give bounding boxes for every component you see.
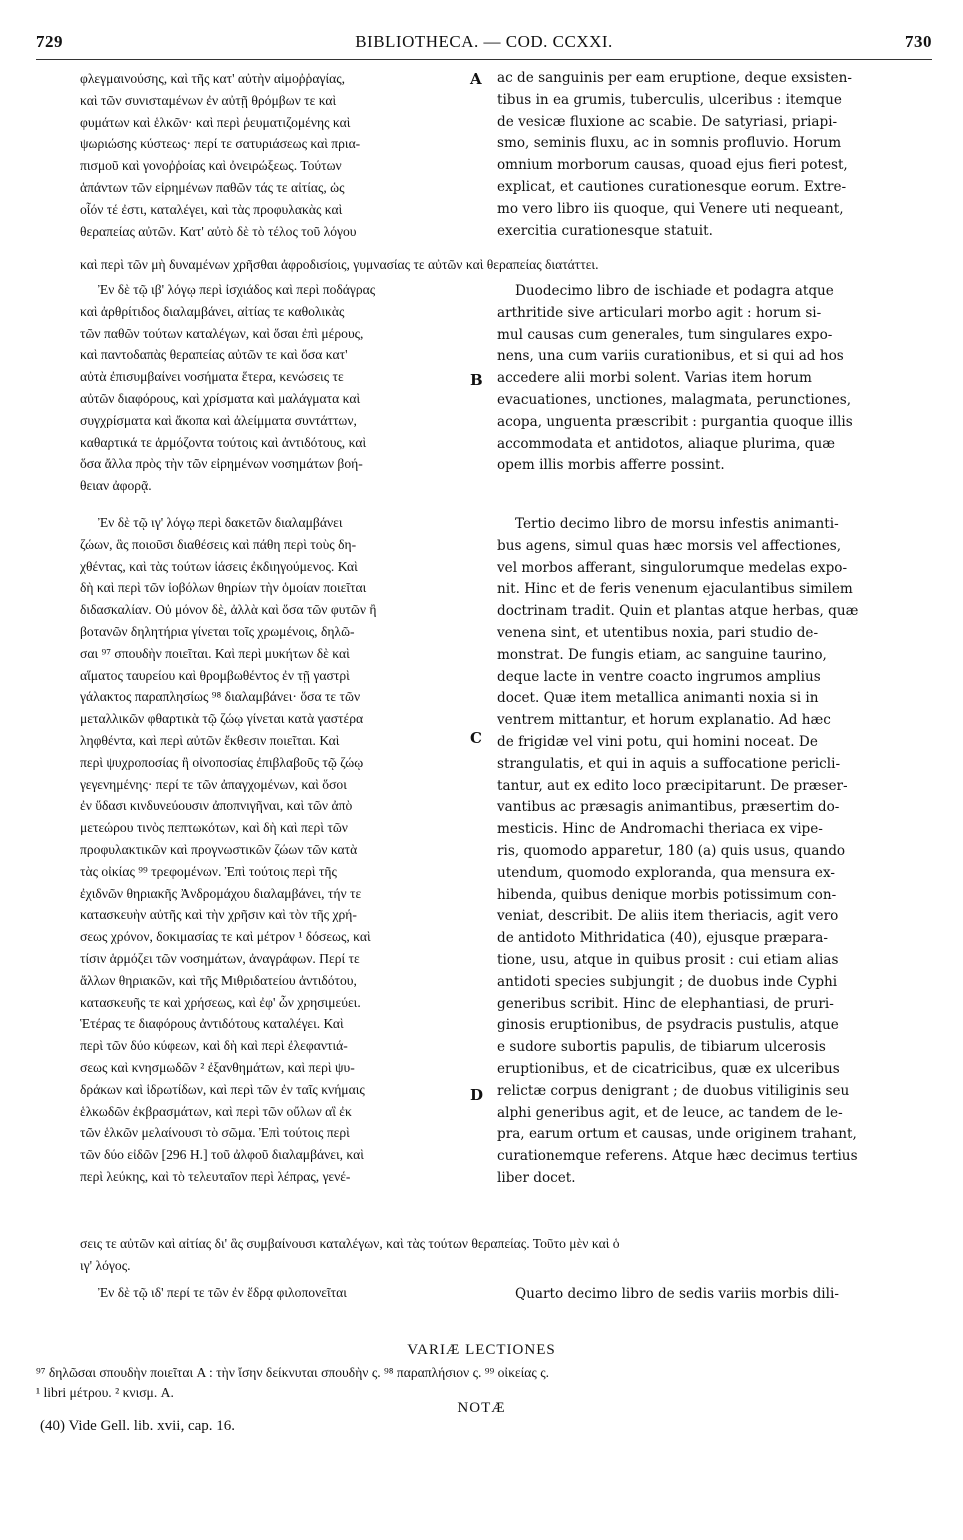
- greek-line: τῶν παθῶν τούτων καταλέγων, καὶ ὅσαι ἐπὶ μέρους,: [80, 325, 364, 341]
- latin-column-section-4: [497, 1284, 839, 1306]
- greek-line: μεταλλικῶν φθαρτικὰ τῷ ζώῳ γίνεται κατὰ γαστέρα: [80, 711, 364, 727]
- latin-line: utendum, quomodo exploranda, qua mensura ex-: [497, 864, 835, 881]
- greek-column-section-3: [80, 512, 377, 1188]
- greek-line: Ἑτέρας τε διαφόρους ἀντιδότους καταλέγει. Καὶ: [80, 1016, 344, 1032]
- greek-line: καὶ περὶ τῶν μὴ δυναμένων χρῆσθαι ἀφροδισίοις, γυμνασίας τε αὐτῶν καὶ θεραπείας διατάττει.: [80, 257, 599, 272]
- greek-line: περὶ ψυχροποσίας ἢ οἰνοποσίας ἐπιβλαβοῦς τῷ ζώῳ: [80, 754, 364, 770]
- variant-line: ⁹⁷ δηλῶσαι σπουδὴν ποιεῖται A : τὴν ἴσην δείκνυται σπουδὴν ς. ⁹⁸ παραπλήσιον ς. ⁹⁹ οἰκείας ς.: [36, 1365, 549, 1380]
- greek-line: καθαρτικά τε ἁρμόζοντα τούτοις καὶ ἀντιδότους, καὶ: [80, 434, 367, 450]
- latin-line: deque lacte in ventre coacto ingrumos amplius: [497, 668, 821, 685]
- latin-line: doctrinam tradit. Quin et plantas atque herbas, quæ: [497, 603, 859, 620]
- greek-line: τῶν δύο εἰδῶν [296 Η.] τοῦ ἀλφοῦ διαλαμβάνει, καὶ: [80, 1147, 364, 1163]
- latin-line: de frigidæ vel vini potu, qui homini noceat. De: [497, 733, 818, 750]
- greek-line: ζώων, ἃς ποιοῦσι διαθέσεις καὶ πάθη περὶ τοὺς δη-: [80, 536, 357, 552]
- latin-line: curationemque referens. Atque hæc decimus tertius: [497, 1148, 858, 1165]
- greek-line: καὶ τῶν συνισταμένων ἐν αὐτῇ θρόμβων τε καὶ: [80, 92, 337, 108]
- greek-line: αὐτὰ ἐπισυμβαίνει νοσήματα ἕτερα, κενώσεις τε: [80, 369, 344, 385]
- latin-line: omnium morborum causas, quoad ejus fieri potest,: [497, 157, 848, 174]
- latin-line: accommodata et antidotos, aliaque plurima, quæ: [497, 435, 836, 452]
- latin-line: nens, una cum variis curationibus, et si qui ad hos: [497, 348, 844, 365]
- latin-line: eruptionibus, et de cicatricibus, quæ ex ulceribus: [497, 1060, 840, 1077]
- greek-line: ὅσα ἄλλα πρὸς τὴν τῶν εἰρημένων νοσημάτων βοή-: [80, 456, 363, 472]
- greek-line: περὶ λεύκης, καὶ τὸ τελευταῖον περὶ λέπρας, γενέ-: [80, 1168, 351, 1184]
- latin-line: monstrat. De fungis etiam, ac sanguine taurino,: [497, 646, 827, 663]
- greek-line: συγχρίσματα καὶ ἄκοπα καὶ ἀλείμματα συντάττων,: [80, 412, 357, 428]
- greek-line: περὶ τῶν δύο κύφεων, καὶ δὴ καὶ περὶ ἐλεφαντιά-: [80, 1038, 348, 1054]
- greek-line: οἷόν τέ ἐστι, καταλέγει, καὶ τὰς προφυλακὰς καὶ: [80, 201, 343, 217]
- greek-line: καὶ παντοδαπὰς θεραπείας αὐτῶν τε καὶ ὅσα κατ': [80, 347, 348, 363]
- latin-line: explicat, et cautiones curationesque eorum. Extre-: [497, 178, 847, 195]
- latin-line: tantur, aut ex edito loco præcipitarunt. De præser-: [497, 777, 848, 794]
- greek-line: ψωριώσης κύστεως· περί τε σατυριάσεως καὶ πρια-: [80, 136, 361, 152]
- latin-line: Quarto decimo libro de sedis variis morbis dili-: [515, 1286, 839, 1302]
- latin-line: ris, quomodo apparetur, 180 (a) quis usus, quando: [497, 842, 846, 859]
- latin-line: de antidoto Mithridatica (40), ejusque præpara-: [497, 930, 828, 947]
- variant-line: ¹ libri μέτρου. ² κνισμ. A.: [36, 1385, 174, 1400]
- latin-line: smo, seminis fluxu, ac in somnis profluvio. Horum: [497, 135, 842, 152]
- latin-line: docet. Quæ item metallica animanti noxia si in: [497, 690, 819, 707]
- greek-line: ἁπάντων τῶν εἰρημένων παθῶν τάς τε αἰτίας, ὡς: [80, 179, 345, 195]
- greek-line: ἑλκωδῶν ἐκβρασμάτων, καὶ περὶ τῶν οὔλων αἳ ἐκ: [80, 1103, 352, 1119]
- greek-line: γεγενημένης· περί τε τῶν ἀπαγχομένων, καὶ ὅσοι: [80, 776, 347, 792]
- greek-line: αὐτῶν διαφόρους, καὶ χρίσματα καὶ μαλάγματα καὶ: [80, 390, 361, 406]
- latin-line: ginosis eruptionibus, de psydracis pustulis, atque: [497, 1017, 839, 1034]
- greek-line: ἐχιδνῶν θηριακῆς Ἀνδρομάχου διαλαμβάνει, τήν τε: [80, 885, 362, 901]
- greek-line: φλεγμαινούσης, καὶ τῆς κατ' αὐτὴν αἱμοῤῥαγίας,: [80, 71, 346, 86]
- greek-line: κατασκευὴν αὐτῆς καὶ τὴν χρῆσιν καὶ τὸν τῆς χρή-: [80, 907, 357, 923]
- margin-letter-b: B: [470, 371, 483, 389]
- latin-line: exercitia curationesque statuit.: [497, 222, 713, 239]
- latin-line: generibus scribit. Hinc de elephantiasi, de pruri-: [497, 995, 834, 1012]
- latin-line: vantibus ac præsagis animantibus, præsertim do-: [497, 799, 840, 816]
- greek-column-section-4: [80, 1282, 347, 1304]
- latin-column-section-1: [497, 68, 852, 242]
- greek-line: τίσιν ἁρμόζει τῶν νοσημάτων, ἀναγράφων. Περί τε: [80, 950, 360, 966]
- margin-letter-a: A: [470, 70, 482, 88]
- greek-line: πισμοῦ καὶ γονοῤῥοίας καὶ ὀνειρώξεως. Τούτων: [80, 158, 342, 174]
- latin-line: mesticis. Hinc de Andromachi theriaca ex vipe-: [497, 821, 823, 838]
- latin-line: mo vero libro iis quoque, qui Venere uti nequeant,: [497, 200, 844, 217]
- right-page-number: 730: [905, 32, 932, 51]
- latin-line: bus agens, simul quas hæc morsis vel affectiones,: [497, 537, 842, 554]
- latin-line: accedere alii morbi solent. Varias item horum: [497, 370, 812, 387]
- latin-line: ac de sanguinis per eam eruptione, deque exsisten-: [497, 70, 852, 86]
- greek-line: σεως καὶ κνησμωδῶν ² ἐξανθημάτων, καὶ περὶ ψυ-: [80, 1059, 355, 1075]
- greek-line: θειαν ἀφορᾷ.: [80, 478, 152, 494]
- greek-line: γάλακτος παραπλησίως ⁹⁸ διαλαμβάνει· ὅσα τε τῶν: [80, 689, 361, 705]
- latin-line: tibus in ea grumis, tuberculis, ulceribus : itemque: [497, 91, 842, 108]
- latin-line: nit. Hinc et de feris venenum ejaculantibus similem: [497, 581, 853, 598]
- latin-line: alphi generibus agit, et de leuce, ac tandem de le-: [497, 1104, 843, 1121]
- latin-line: mul causas cum generales, tum singulares expo-: [497, 326, 833, 343]
- greek-line: θεραπείας αὐτῶν. Κατ' αὐτὸ δὲ τὸ τέλος τοῦ λόγου: [80, 223, 357, 239]
- latin-line: ventrem mittantur, et horum explanatio. Ad hæc: [497, 712, 831, 729]
- greek-line: ἄλλων θηριακῶν, καὶ τῆς Μιθριδατείου ἀντιδότου,: [80, 972, 357, 988]
- latin-line: opem illis morbis afferre possint.: [497, 457, 725, 474]
- latin-line: vel morbos afferant, singulorumque medelas expo-: [497, 559, 848, 576]
- greek-line: προφυλακτικῶν καὶ προγνωστικῶν ζώων τῶν κατὰ: [80, 841, 358, 857]
- greek-line: καὶ ἀρθρίτιδος διαλαμβάνει, αἰτίας τε καθολικὰς: [80, 303, 345, 319]
- latin-line: antidoti species subjungit ; de duobus inde Cyphi: [497, 973, 838, 990]
- greek-column-section-2: [80, 279, 375, 497]
- greek-line: δὴ καὶ περὶ τῶν ἰοβόλων θηρίων τὴν ὁμοίαν ποιεῖται: [80, 580, 367, 596]
- greek-line: Ἐν δὲ τῷ ιδ' περί τε τῶν ἐν ἕδρᾳ φιλοπονεῖται: [98, 1285, 347, 1300]
- greek-line: Ἐν δὲ τῷ ιβ' λόγῳ περὶ ἰσχιάδος καὶ περὶ ποδάγρας: [98, 282, 376, 297]
- greek-line: Ἐν δὲ τῷ ιγ' λόγῳ περὶ δακετῶν διαλαμβάνει: [98, 515, 343, 530]
- greek-line: σεις τε αὐτῶν καὶ αἰτίας δι' ἃς συμβαίνουσι καταλέγων, καὶ τὰς τούτων θεραπείας. Τοῦτο μὲν καὶ ὁ: [80, 1236, 620, 1251]
- variae-lectiones-title: VARIÆ LECTIONES: [407, 1342, 556, 1358]
- latin-column-section-2: [497, 281, 853, 477]
- greek-line: ἐν ὕδασι κινδυνεύουσιν ἀποπνιγῆναι, καὶ τῶν ἀπὸ: [80, 798, 353, 814]
- notae-title: NOTÆ: [457, 1400, 506, 1416]
- margin-letter-c: C: [470, 729, 482, 747]
- latin-line: Tertio decimo libro de morsu infestis animanti-: [515, 516, 839, 532]
- greek-line: ιγ' λόγος.: [80, 1257, 131, 1273]
- latin-column-section-3: [497, 514, 858, 1190]
- latin-line: de vesicæ fluxione ac scabie. De satyriasi, priapi-: [497, 113, 838, 130]
- latin-line: relictæ corpus denigrant ; de duobus vitiliginis seu: [497, 1082, 850, 1099]
- latin-line: acopa, unguenta præscribit : purgantia quoque illis: [497, 413, 853, 430]
- greek-line: διδασκαλίαν. Οὐ μόνον δὲ, ἀλλὰ καὶ ὅσα τῶν φυτῶν ἢ: [80, 602, 377, 618]
- greek-full-width-line: [80, 254, 598, 276]
- greek-line: σεως χρόνον, δοκιμασίας τε καὶ μέτρον ¹ δόσεως, καὶ: [80, 929, 371, 945]
- greek-line: τὰς οἰκίας ⁹⁹ τρεφομένων. Ἐπὶ τούτοις περὶ τῆς: [80, 863, 337, 879]
- latin-line: venena sint, et utentibus noxia, pari studio de-: [497, 624, 819, 641]
- greek-line: ληφθέντα, καὶ περὶ αὐτῶν ἔκθεσιν ποιεῖται. Καὶ: [80, 732, 340, 748]
- latin-line: pra, earum ortum et causas, unde originem trahant,: [497, 1126, 857, 1143]
- greek-line: βοτανῶν δηλητήρια γίνεται τοῖς χρωμένοις, δηλῶ-: [80, 623, 355, 639]
- greek-column-section-1: [80, 68, 360, 242]
- latin-line: strangulatis, et qui in aquis a suffocatione pericli-: [497, 755, 841, 772]
- variae-lectiones: [36, 1363, 549, 1403]
- margin-letter-d: D: [470, 1086, 484, 1104]
- page-header: [36, 32, 932, 58]
- latin-line: tione, usu, atque in quibus prosit : cui etiam alias: [497, 951, 839, 968]
- left-page-number: 729: [36, 32, 63, 51]
- greek-line: σαι ⁹⁷ σπουδὴν ποιεῖται. Καὶ περὶ μυκήτων δὲ καὶ: [80, 645, 350, 661]
- latin-line: liber docet.: [497, 1169, 576, 1186]
- latin-line: Duodecimo libro de ischiade et podagra atque: [515, 283, 834, 299]
- header-rule: [36, 59, 932, 60]
- greek-line: δράκων καὶ ἱδρωτίδων, καὶ περὶ τῶν ἐν ταῖς κνήμαις: [80, 1081, 365, 1097]
- latin-line: e sudore subortis papulis, de tibiarum ulcerosis: [497, 1039, 826, 1056]
- greek-line: χθέντας, καὶ τὰς τούτων ἰάσεις ἐκδιηγούμενος. Καὶ: [80, 558, 358, 574]
- greek-line: μετεώρου τινὸς πεπτωκότων, καὶ δὴ καὶ περὶ τῶν: [80, 820, 348, 836]
- notae-text: (40) Vide Gell. lib. xvii, cap. 16.: [40, 1418, 236, 1434]
- greek-line: κατασκευῆς τε καὶ χρήσεως, καὶ ἐφ' ὧν χρησιμεύει.: [80, 994, 361, 1010]
- greek-line: τῶν ἑλκῶν μελαίνουσι τὸ σῶμα. Ἐπὶ τούτοις περὶ: [80, 1125, 350, 1141]
- greek-line: φυμάτων καὶ ἑλκῶν· καὶ περὶ ῥευματιζομένης καὶ: [80, 114, 351, 130]
- latin-line: veniat, describit. De aliis item theriacis, agit vero: [497, 908, 839, 925]
- greek-full-width-lines: [80, 1233, 620, 1277]
- greek-line: αἵματος ταυρείου καὶ θρομβωθέντος ἐν τῇ γαστρὶ: [80, 667, 350, 683]
- latin-line: evacuationes, unctiones, malagmata, perunctiones,: [497, 391, 852, 408]
- latin-line: hibenda, quibus denique morbis potissimum con-: [497, 886, 837, 903]
- latin-line: arthritide sive articulari morbo agit : horum si-: [497, 304, 822, 321]
- running-title: BIBLIOTHECA. — COD. CCXXI.: [355, 32, 613, 51]
